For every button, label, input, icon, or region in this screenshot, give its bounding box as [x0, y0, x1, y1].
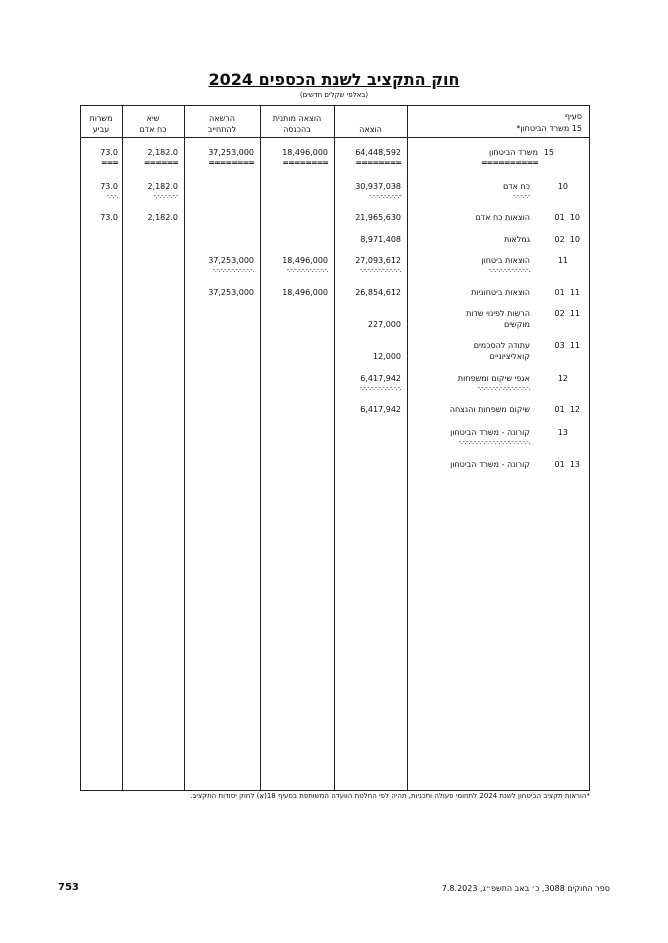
- r1-name-underline: ==========: [480, 158, 538, 167]
- column-divider: [334, 105, 335, 791]
- page-title: חוק התקציב לשנת הכספים 2024: [208, 70, 460, 89]
- r1-peak-underline: ======: [143, 158, 178, 167]
- r11-code: 13: [557, 428, 568, 437]
- r3-expense: 21,965,630: [355, 213, 401, 222]
- header-expense: הוצאה: [359, 125, 382, 134]
- column-divider: [260, 105, 261, 791]
- r5-commitment-underline: -.-.-.-.-.-.-.-.-.-.-.: [212, 266, 254, 274]
- r1-positions-underline: ===: [100, 158, 118, 167]
- r5-code: 11: [557, 256, 568, 265]
- header-positions: [80, 113, 122, 135]
- r6-expense: 26,854,612: [355, 288, 401, 297]
- header-section-label: סעיף: [564, 112, 582, 121]
- r7-name-line1: הרשות לפינוי שדות: [466, 309, 530, 318]
- r1-conditional: 18,496,000: [282, 148, 328, 157]
- r12-name: קורונה - משרד הביטחון: [450, 460, 530, 469]
- header-peak: [122, 113, 184, 135]
- r2-code: 10: [557, 182, 568, 191]
- r6-code: 11 01: [554, 288, 580, 297]
- r2-positions-underline: -.-.-.: [106, 192, 118, 200]
- page-number: 753: [58, 882, 79, 893]
- r9-name: אגפי שיקום ומשפחות: [457, 374, 530, 383]
- r8-code: 11 03: [554, 341, 580, 350]
- r1-positions: 73.0: [100, 148, 118, 157]
- r1-conditional-underline: ========: [282, 158, 328, 167]
- gazette-info: ספר החוקים 3088, כ׳ באב התשפ״ג, 7.8.2023: [441, 884, 610, 893]
- r8-expense: 12,000: [373, 352, 401, 361]
- header-section-value: 15: [571, 124, 582, 133]
- header-divider: [80, 137, 590, 138]
- r2-name: כח אדם: [502, 182, 530, 191]
- r1-name: משרד הביטחון: [489, 148, 538, 157]
- header-positions-line2: עביע: [92, 125, 110, 134]
- r10-expense: 6,417,942: [360, 405, 401, 414]
- header-peak-line1: שיא: [146, 114, 160, 123]
- r5-conditional: 18,496,000: [282, 256, 328, 265]
- header-commitment-line2: להתחייב: [207, 125, 237, 134]
- r1-expense: 64,448,592: [355, 148, 401, 157]
- r10-code: 12 01: [554, 405, 580, 414]
- r5-expense: 27,093,612: [355, 256, 401, 265]
- r7-name-line2: מוקשים: [503, 320, 530, 329]
- r11-name: קורונה - משרד הביטחון: [450, 428, 530, 437]
- header-commitment: [184, 113, 260, 135]
- header-section-name: משרד הביטחון*: [516, 124, 570, 133]
- page-subtitle: (באלפי שקלים חדשים): [299, 91, 369, 99]
- r1-commitment: 37,253,000: [208, 148, 254, 157]
- r11-name-underline: -.-.-.-.-.-.-.-.-.-.-.-.-.-.-.-.-.-.-.: [458, 438, 530, 446]
- r9-name-underline: -.-.-.-.-.-.-.-.-.-.-.-.-.-.: [477, 384, 530, 392]
- r8-name-line1: עתודה להסכמים: [473, 341, 530, 350]
- r7-code: 11 02: [554, 309, 580, 318]
- r9-code: 12: [557, 374, 568, 383]
- header-conditional: [260, 113, 334, 135]
- header-peak-line2: כח אדם: [139, 125, 167, 134]
- r9-expense-underline: -.-.-.-.-.-.-.-.-.-.-.: [359, 384, 401, 392]
- r2-peak-underline: -.-.-.-.-.-.-: [153, 192, 178, 200]
- r1-peak: 2,182.0: [147, 148, 178, 157]
- r1-code: 15: [543, 148, 554, 157]
- r9-expense: 6,417,942: [360, 374, 401, 383]
- r7-expense: 227,000: [367, 320, 401, 329]
- column-divider: [407, 105, 408, 791]
- r2-peak: 2,182.0: [147, 182, 178, 191]
- header-section: [412, 124, 582, 133]
- r5-commitment: 37,253,000: [208, 256, 254, 265]
- r6-commitment: 37,253,000: [208, 288, 254, 297]
- r6-name: הוצאות ביטחוניות: [471, 288, 530, 297]
- budget-table: [80, 105, 590, 791]
- r3-name: הוצאות כח אדם: [475, 213, 530, 222]
- r8-name-line2: קואליציוניים: [489, 352, 530, 361]
- column-divider: [184, 105, 185, 791]
- header-commitment-line1: הרשאה: [209, 114, 235, 123]
- r4-code: 10 02: [554, 235, 580, 244]
- r2-name-underline: -.-.-.-.-: [512, 192, 530, 200]
- r2-expense-underline: -.-.-.-.-.-.-.-.-: [368, 192, 401, 200]
- r3-peak: 2,182.0: [147, 213, 178, 222]
- r2-expense: 30,937,038: [355, 182, 401, 191]
- r4-expense: 8,971,408: [360, 235, 401, 244]
- r5-conditional-underline: -.-.-.-.-.-.-.-.-.-.-.: [286, 266, 328, 274]
- r4-name: גמלאות: [503, 235, 530, 244]
- r5-name-underline: -.-.-.-.-.-.-.-.-.-.-.: [488, 266, 530, 274]
- r1-commitment-underline: ========: [208, 158, 254, 167]
- r6-conditional: 18,496,000: [282, 288, 328, 297]
- r12-code: 13 01: [554, 460, 580, 469]
- r10-name: שיקום משפחות והנצחה: [449, 405, 530, 414]
- header-positions-line1: משרות: [89, 114, 113, 123]
- r5-name: הוצאות ביטחון: [481, 256, 530, 265]
- r1-expense-underline: ========: [355, 158, 401, 167]
- r3-positions: 73.0: [100, 213, 118, 222]
- r3-code: 10 01: [554, 213, 580, 222]
- footnote: *הוראות תקציב הביטחון לשנת 2024 לתחומי פעולה ותכניות, תהיה לפי החלטת הוועדה המשותפת בסעיף 18(א) לחוק יסודות התקציב.: [190, 792, 590, 800]
- column-divider: [122, 105, 123, 791]
- r5-expense-underline: -.-.-.-.-.-.-.-.-.-.-.: [359, 266, 401, 274]
- header-conditional-line1: הוצאה מותנית: [272, 114, 322, 123]
- header-conditional-line2: בהכנסה: [283, 125, 311, 134]
- r2-positions: 73.0: [100, 182, 118, 191]
